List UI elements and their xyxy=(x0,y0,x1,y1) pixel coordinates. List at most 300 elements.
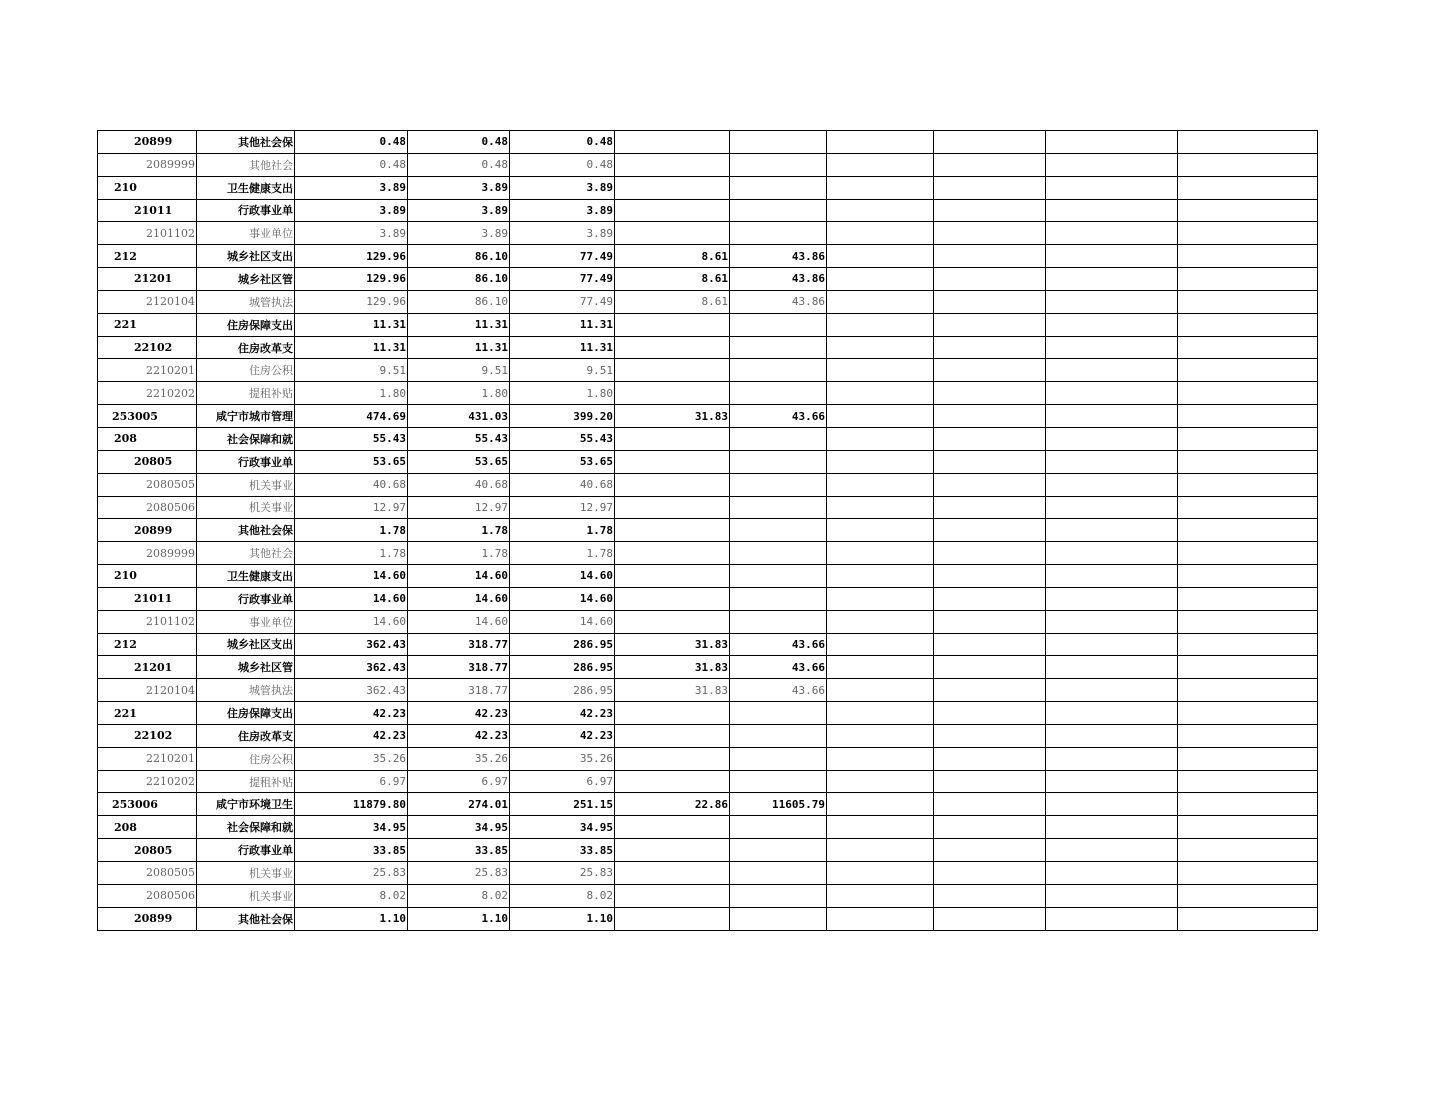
row-value-cell: 8.61 xyxy=(615,290,730,313)
row-value-cell: 129.96 xyxy=(295,268,408,291)
row-value-cell: 9.51 xyxy=(408,359,510,382)
row-value-cell: 6.97 xyxy=(295,770,408,793)
row-value-cell xyxy=(1046,427,1178,450)
row-value-cell: 8.02 xyxy=(295,884,408,907)
row-name: 住房改革支 xyxy=(197,336,295,359)
row-value-cell: 43.86 xyxy=(730,290,827,313)
table-row xyxy=(98,770,1318,793)
row-value-cell: 34.95 xyxy=(510,816,615,839)
row-value-cell xyxy=(827,450,934,473)
row-value-cell xyxy=(827,816,934,839)
row-value-cell xyxy=(730,839,827,862)
row-value-cell xyxy=(934,747,1046,770)
row-value-cell xyxy=(827,359,934,382)
table-row xyxy=(98,427,1318,450)
row-value-cell xyxy=(827,336,934,359)
row-name: 行政事业单 xyxy=(197,450,295,473)
row-value-cell xyxy=(827,496,934,519)
row-name: 其他社会保 xyxy=(197,519,295,542)
row-value-cell xyxy=(1178,382,1318,405)
row-code: 210 xyxy=(98,176,197,199)
row-value-cell xyxy=(934,427,1046,450)
row-name: 行政事业单 xyxy=(197,839,295,862)
row-value-cell: 11.31 xyxy=(295,336,408,359)
row-value-cell xyxy=(827,290,934,313)
row-value-cell xyxy=(615,382,730,405)
row-value-cell: 251.15 xyxy=(510,793,615,816)
row-value-cell: 1.10 xyxy=(510,907,615,930)
row-value-cell xyxy=(827,176,934,199)
row-value-cell xyxy=(730,702,827,725)
row-value-cell xyxy=(615,496,730,519)
row-value-cell xyxy=(730,770,827,793)
row-value-cell xyxy=(1178,131,1318,154)
row-value-cell xyxy=(1178,359,1318,382)
row-value-cell xyxy=(827,542,934,565)
table-body xyxy=(98,131,1318,931)
row-value-cell xyxy=(934,199,1046,222)
row-value-cell xyxy=(827,473,934,496)
row-code: 21201 xyxy=(98,656,197,679)
row-value-cell xyxy=(827,153,934,176)
row-value-cell xyxy=(934,359,1046,382)
row-value-cell xyxy=(1178,633,1318,656)
row-value-cell xyxy=(1046,222,1178,245)
row-value-cell xyxy=(730,816,827,839)
row-value-cell: 25.83 xyxy=(510,862,615,885)
row-value-cell: 14.60 xyxy=(408,610,510,633)
row-value-cell xyxy=(615,565,730,588)
row-value-cell: 43.66 xyxy=(730,679,827,702)
row-value-cell xyxy=(730,450,827,473)
row-value-cell: 129.96 xyxy=(295,290,408,313)
row-value-cell xyxy=(1046,747,1178,770)
row-value-cell xyxy=(827,199,934,222)
row-value-cell xyxy=(615,816,730,839)
row-value-cell xyxy=(1046,290,1178,313)
row-value-cell: 11.31 xyxy=(408,313,510,336)
row-value-cell: 6.97 xyxy=(510,770,615,793)
row-value-cell: 42.23 xyxy=(408,702,510,725)
row-value-cell xyxy=(934,496,1046,519)
table-row xyxy=(98,199,1318,222)
table-row xyxy=(98,862,1318,885)
row-value-cell xyxy=(1046,405,1178,428)
row-value-cell xyxy=(827,610,934,633)
row-value-cell: 53.65 xyxy=(510,450,615,473)
row-value-cell xyxy=(1046,519,1178,542)
row-value-cell: 474.69 xyxy=(295,405,408,428)
row-value-cell xyxy=(1178,679,1318,702)
row-value-cell: 43.66 xyxy=(730,656,827,679)
row-value-cell xyxy=(730,382,827,405)
row-value-cell: 399.20 xyxy=(510,405,615,428)
row-name: 住房改革支 xyxy=(197,724,295,747)
row-value-cell xyxy=(827,565,934,588)
row-code: 253005 xyxy=(98,405,197,428)
row-value-cell: 1.10 xyxy=(295,907,408,930)
row-value-cell xyxy=(1046,131,1178,154)
row-value-cell xyxy=(1046,199,1178,222)
row-code: 221 xyxy=(98,702,197,725)
row-value-cell: 42.23 xyxy=(510,724,615,747)
row-value-cell: 43.66 xyxy=(730,633,827,656)
row-value-cell: 43.86 xyxy=(730,245,827,268)
row-name: 行政事业单 xyxy=(197,199,295,222)
row-value-cell: 12.97 xyxy=(408,496,510,519)
table-row xyxy=(98,747,1318,770)
row-value-cell xyxy=(827,519,934,542)
row-code: 2101102 xyxy=(98,222,197,245)
row-value-cell: 55.43 xyxy=(408,427,510,450)
row-value-cell: 9.51 xyxy=(510,359,615,382)
row-value-cell xyxy=(730,131,827,154)
row-value-cell xyxy=(1046,679,1178,702)
row-value-cell: 12.97 xyxy=(510,496,615,519)
row-value-cell xyxy=(934,222,1046,245)
row-value-cell xyxy=(1046,359,1178,382)
row-name: 住房公积 xyxy=(197,747,295,770)
row-value-cell xyxy=(1046,496,1178,519)
row-value-cell: 286.95 xyxy=(510,656,615,679)
row-value-cell xyxy=(730,359,827,382)
table-row xyxy=(98,610,1318,633)
row-name: 其他社会 xyxy=(197,153,295,176)
row-name: 提租补贴 xyxy=(197,382,295,405)
row-value-cell: 129.96 xyxy=(295,245,408,268)
row-value-cell xyxy=(1178,587,1318,610)
row-value-cell: 31.83 xyxy=(615,679,730,702)
row-code: 21011 xyxy=(98,199,197,222)
row-value-cell xyxy=(1046,153,1178,176)
table-row xyxy=(98,382,1318,405)
row-value-cell: 1.78 xyxy=(408,519,510,542)
row-value-cell: 40.68 xyxy=(510,473,615,496)
row-code: 2080505 xyxy=(98,862,197,885)
row-value-cell: 3.89 xyxy=(510,199,615,222)
row-value-cell: 14.60 xyxy=(295,610,408,633)
row-value-cell: 14.60 xyxy=(408,587,510,610)
table-row xyxy=(98,542,1318,565)
row-value-cell: 8.61 xyxy=(615,245,730,268)
row-value-cell xyxy=(1178,793,1318,816)
row-name: 机关事业 xyxy=(197,473,295,496)
row-name: 社会保障和就 xyxy=(197,427,295,450)
table-row xyxy=(98,313,1318,336)
row-value-cell: 22.86 xyxy=(615,793,730,816)
row-name: 机关事业 xyxy=(197,884,295,907)
row-value-cell: 362.43 xyxy=(295,633,408,656)
row-value-cell: 86.10 xyxy=(408,245,510,268)
row-value-cell xyxy=(1178,542,1318,565)
row-value-cell xyxy=(1178,519,1318,542)
row-value-cell: 286.95 xyxy=(510,679,615,702)
row-value-cell: 43.86 xyxy=(730,268,827,291)
table-row xyxy=(98,405,1318,428)
row-code: 2120104 xyxy=(98,290,197,313)
row-value-cell xyxy=(934,519,1046,542)
row-value-cell: 25.83 xyxy=(295,862,408,885)
row-value-cell xyxy=(827,862,934,885)
row-value-cell xyxy=(1178,405,1318,428)
row-value-cell: 34.95 xyxy=(408,816,510,839)
row-value-cell xyxy=(1178,473,1318,496)
row-value-cell xyxy=(1178,336,1318,359)
row-name: 提租补贴 xyxy=(197,770,295,793)
row-value-cell xyxy=(1046,884,1178,907)
row-value-cell xyxy=(1178,839,1318,862)
row-value-cell: 1.78 xyxy=(510,542,615,565)
row-value-cell xyxy=(730,519,827,542)
row-value-cell xyxy=(1178,245,1318,268)
row-value-cell: 286.95 xyxy=(510,633,615,656)
row-code: 2089999 xyxy=(98,542,197,565)
row-value-cell: 40.68 xyxy=(295,473,408,496)
row-value-cell xyxy=(1178,222,1318,245)
row-value-cell xyxy=(1178,268,1318,291)
row-name: 其他社会保 xyxy=(197,131,295,154)
row-value-cell xyxy=(827,793,934,816)
row-code: 208 xyxy=(98,816,197,839)
row-value-cell xyxy=(615,336,730,359)
table-row xyxy=(98,565,1318,588)
row-value-cell xyxy=(1046,268,1178,291)
row-value-cell xyxy=(1178,427,1318,450)
row-value-cell xyxy=(934,884,1046,907)
row-value-cell xyxy=(934,907,1046,930)
row-value-cell: 1.78 xyxy=(408,542,510,565)
table-row xyxy=(98,724,1318,747)
row-value-cell: 14.60 xyxy=(408,565,510,588)
row-value-cell xyxy=(1046,336,1178,359)
row-code: 2080505 xyxy=(98,473,197,496)
row-value-cell xyxy=(827,313,934,336)
row-value-cell xyxy=(730,747,827,770)
row-value-cell xyxy=(1046,587,1178,610)
row-value-cell: 318.77 xyxy=(408,656,510,679)
row-name: 机关事业 xyxy=(197,862,295,885)
row-name: 社会保障和就 xyxy=(197,816,295,839)
row-value-cell xyxy=(1178,724,1318,747)
row-value-cell: 31.83 xyxy=(615,656,730,679)
row-value-cell: 42.23 xyxy=(295,724,408,747)
row-value-cell xyxy=(1178,770,1318,793)
table-row xyxy=(98,153,1318,176)
row-value-cell xyxy=(730,587,827,610)
row-value-cell xyxy=(827,770,934,793)
row-value-cell xyxy=(730,542,827,565)
row-code: 20805 xyxy=(98,450,197,473)
row-value-cell xyxy=(615,839,730,862)
row-name: 机关事业 xyxy=(197,496,295,519)
row-value-cell xyxy=(1178,313,1318,336)
row-value-cell xyxy=(730,313,827,336)
row-value-cell: 35.26 xyxy=(408,747,510,770)
row-value-cell: 0.48 xyxy=(510,131,615,154)
row-value-cell xyxy=(1178,747,1318,770)
row-value-cell: 55.43 xyxy=(295,427,408,450)
row-value-cell xyxy=(730,473,827,496)
row-value-cell xyxy=(615,587,730,610)
row-value-cell: 86.10 xyxy=(408,268,510,291)
row-code: 212 xyxy=(98,633,197,656)
row-value-cell xyxy=(1178,153,1318,176)
row-code: 22102 xyxy=(98,336,197,359)
row-name: 城管执法 xyxy=(197,290,295,313)
row-value-cell: 362.43 xyxy=(295,656,408,679)
row-value-cell xyxy=(615,473,730,496)
row-value-cell: 43.66 xyxy=(730,405,827,428)
table-row xyxy=(98,359,1318,382)
table-row xyxy=(98,176,1318,199)
row-value-cell xyxy=(615,519,730,542)
row-value-cell xyxy=(1178,702,1318,725)
row-name: 住房保障支出 xyxy=(197,702,295,725)
row-value-cell xyxy=(1178,610,1318,633)
row-code: 2080506 xyxy=(98,496,197,519)
row-value-cell xyxy=(615,450,730,473)
row-value-cell: 3.89 xyxy=(510,176,615,199)
row-value-cell xyxy=(1046,633,1178,656)
row-name: 住房保障支出 xyxy=(197,313,295,336)
row-value-cell xyxy=(1178,656,1318,679)
row-value-cell xyxy=(827,656,934,679)
row-value-cell xyxy=(615,222,730,245)
table-row xyxy=(98,268,1318,291)
row-name: 卫生健康支出 xyxy=(197,565,295,588)
row-value-cell: 25.83 xyxy=(408,862,510,885)
row-value-cell xyxy=(934,679,1046,702)
row-value-cell: 9.51 xyxy=(295,359,408,382)
row-value-cell: 77.49 xyxy=(510,268,615,291)
table-row xyxy=(98,450,1318,473)
row-code: 253006 xyxy=(98,793,197,816)
row-code: 2210202 xyxy=(98,770,197,793)
row-value-cell xyxy=(1046,542,1178,565)
row-value-cell xyxy=(615,359,730,382)
row-code: 21201 xyxy=(98,268,197,291)
row-value-cell xyxy=(934,405,1046,428)
table-row xyxy=(98,679,1318,702)
row-value-cell: 53.65 xyxy=(408,450,510,473)
table-row xyxy=(98,587,1318,610)
row-value-cell xyxy=(1046,793,1178,816)
row-value-cell xyxy=(934,153,1046,176)
row-value-cell xyxy=(730,222,827,245)
row-value-cell xyxy=(730,724,827,747)
row-value-cell xyxy=(934,862,1046,885)
row-value-cell: 14.60 xyxy=(510,587,615,610)
row-value-cell xyxy=(1178,176,1318,199)
row-code: 2101102 xyxy=(98,610,197,633)
row-value-cell: 1.80 xyxy=(295,382,408,405)
table-row xyxy=(98,131,1318,154)
row-value-cell xyxy=(730,336,827,359)
row-value-cell: 0.48 xyxy=(408,131,510,154)
row-value-cell xyxy=(934,382,1046,405)
row-code: 2080506 xyxy=(98,884,197,907)
row-value-cell: 55.43 xyxy=(510,427,615,450)
row-value-cell xyxy=(730,427,827,450)
row-name: 行政事业单 xyxy=(197,587,295,610)
row-value-cell xyxy=(827,222,934,245)
table-row xyxy=(98,290,1318,313)
row-value-cell xyxy=(615,176,730,199)
row-code: 2210201 xyxy=(98,747,197,770)
row-value-cell xyxy=(827,427,934,450)
row-value-cell: 77.49 xyxy=(510,245,615,268)
row-code: 21011 xyxy=(98,587,197,610)
row-value-cell: 3.89 xyxy=(510,222,615,245)
row-name: 城乡社区支出 xyxy=(197,245,295,268)
table-row xyxy=(98,496,1318,519)
table-row xyxy=(98,519,1318,542)
row-name: 事业单位 xyxy=(197,222,295,245)
row-value-cell xyxy=(934,131,1046,154)
row-value-cell xyxy=(615,199,730,222)
row-value-cell xyxy=(1046,816,1178,839)
row-code: 20899 xyxy=(98,907,197,930)
row-value-cell xyxy=(827,702,934,725)
row-value-cell: 33.85 xyxy=(408,839,510,862)
row-value-cell: 11.31 xyxy=(510,336,615,359)
row-value-cell: 3.89 xyxy=(408,199,510,222)
row-value-cell xyxy=(827,839,934,862)
row-value-cell: 1.10 xyxy=(408,907,510,930)
row-value-cell xyxy=(615,153,730,176)
row-value-cell xyxy=(615,724,730,747)
table-row xyxy=(98,884,1318,907)
row-value-cell: 11.31 xyxy=(510,313,615,336)
row-value-cell xyxy=(827,245,934,268)
row-value-cell xyxy=(827,679,934,702)
row-value-cell xyxy=(1178,199,1318,222)
row-value-cell: 77.49 xyxy=(510,290,615,313)
row-value-cell xyxy=(934,176,1046,199)
row-name: 其他社会保 xyxy=(197,907,295,930)
row-value-cell xyxy=(934,245,1046,268)
row-value-cell xyxy=(730,176,827,199)
row-value-cell: 42.23 xyxy=(295,702,408,725)
table-row xyxy=(98,907,1318,930)
row-value-cell xyxy=(615,907,730,930)
row-value-cell xyxy=(615,131,730,154)
row-value-cell xyxy=(1046,770,1178,793)
row-value-cell: 431.03 xyxy=(408,405,510,428)
row-value-cell xyxy=(730,199,827,222)
row-value-cell xyxy=(934,839,1046,862)
row-value-cell xyxy=(934,793,1046,816)
row-value-cell xyxy=(1046,862,1178,885)
row-value-cell: 362.43 xyxy=(295,679,408,702)
table-row xyxy=(98,222,1318,245)
row-value-cell xyxy=(730,153,827,176)
budget-table xyxy=(97,130,1318,931)
row-value-cell xyxy=(934,633,1046,656)
row-value-cell xyxy=(1046,176,1178,199)
row-value-cell: 1.78 xyxy=(510,519,615,542)
row-value-cell: 14.60 xyxy=(510,610,615,633)
row-value-cell xyxy=(1046,245,1178,268)
row-code: 2089999 xyxy=(98,153,197,176)
row-value-cell xyxy=(827,405,934,428)
row-value-cell: 35.26 xyxy=(295,747,408,770)
row-value-cell xyxy=(827,724,934,747)
row-value-cell: 34.95 xyxy=(295,816,408,839)
row-value-cell xyxy=(1046,907,1178,930)
row-value-cell xyxy=(615,770,730,793)
row-value-cell: 14.60 xyxy=(510,565,615,588)
